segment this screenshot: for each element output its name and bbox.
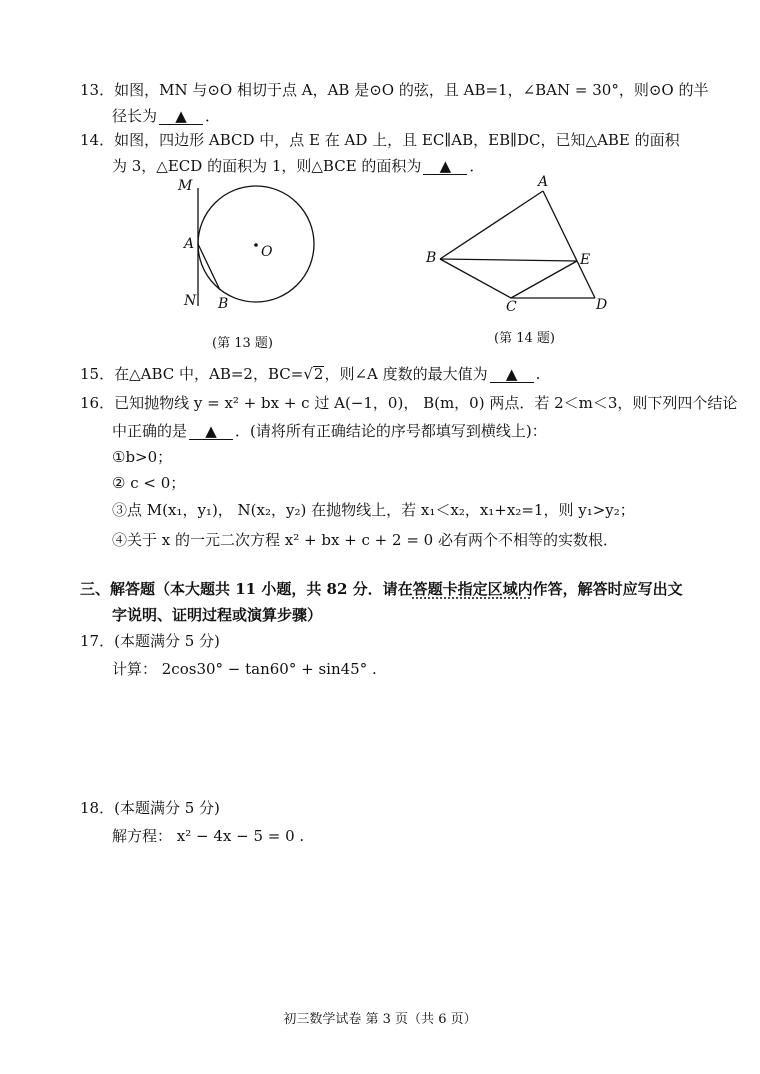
q16-line1 bbox=[80, 393, 737, 413]
section3-heading-line1 bbox=[80, 579, 683, 599]
q16-text-line1: 已知抛物线 y = x² + bx + c 过 A(−1，0)， B(m，0) 两点．若 2＜m＜3，则下列四个结论 bbox=[114, 394, 738, 412]
q13-line2 bbox=[112, 106, 220, 126]
q16-option-1: ①b>0； bbox=[112, 448, 173, 466]
chord-ab bbox=[198, 244, 220, 290]
q18-header: (本题满分 5 分) bbox=[114, 799, 220, 817]
segment-ce bbox=[511, 261, 577, 298]
fig13-label-b: B bbox=[218, 296, 229, 312]
page-footer: 初三数学试卷 第 3 页（共 6 页） bbox=[283, 1012, 477, 1027]
segment-be bbox=[440, 259, 577, 261]
q18-body: 解方程： x² − 4x − 5 = 0 . bbox=[112, 827, 305, 845]
fig14-label-c: C bbox=[506, 299, 517, 315]
q14-answer-blank: ▲ bbox=[423, 158, 467, 175]
q13-answer-blank: ▲ bbox=[159, 108, 203, 125]
q14-text-line2-pre: 为 3，△ECD 的面积为 1，则△BCE 的面积为 bbox=[112, 157, 422, 175]
q14-line1 bbox=[80, 130, 680, 150]
q13-text-line1: 如图，MN 与⊙O 相切于点 A，AB 是⊙O 的弦，且 AB=1，∠BAN = 30°，则⊙O 的半 bbox=[114, 81, 709, 99]
q14-line2 bbox=[112, 156, 484, 176]
fig14-label-b: B bbox=[426, 250, 437, 266]
segment-ad bbox=[543, 191, 595, 298]
q15-number: 15． bbox=[80, 365, 115, 383]
q16-option-3: ③点 M(x₁，y₁)， N(x₂，y₂) 在抛物线上，若 x₁＜x₂，x₁+x₂=1，则 y₁>y₂； bbox=[112, 501, 635, 519]
fig13-label-m: M bbox=[178, 178, 193, 194]
fig13-caption: (第 13 题) bbox=[212, 336, 273, 351]
fig13-label-n: N bbox=[184, 293, 197, 309]
q16-option-4: ④关于 x 的一元二次方程 x² + bx + c + 2 = 0 必有两个不相等的实数根． bbox=[112, 531, 618, 549]
q13-text-line2-pre: 径长为 bbox=[112, 107, 158, 125]
q15-text-post: . bbox=[535, 365, 541, 383]
fig13-label-o: O bbox=[261, 244, 273, 260]
q15-line bbox=[80, 364, 540, 384]
section3-heading-line2: 字说明、证明过程或演算步骤） bbox=[112, 606, 323, 624]
q14-number: 14． bbox=[80, 131, 115, 149]
q17-header: (本题满分 5 分) bbox=[114, 632, 220, 650]
q14-text-line1: 如图，四边形 ABCD 中，点 E 在 AD 上，且 EC∥AB，EB∥DC，已知△ABE 的面积 bbox=[114, 131, 680, 149]
fig13-label-a: A bbox=[184, 236, 195, 252]
segment-ab bbox=[440, 191, 543, 259]
q15-text-mid: ，则∠A 度数的最大值为 bbox=[324, 365, 488, 383]
q16-answer-blank: ▲ bbox=[189, 423, 233, 440]
q13-line1 bbox=[80, 80, 708, 100]
q16-number: 16． bbox=[80, 394, 115, 412]
q14-text-line2-post: ． bbox=[469, 157, 485, 175]
center-point-o bbox=[254, 243, 258, 247]
segment-bc bbox=[440, 259, 511, 298]
q18-header-line bbox=[80, 798, 220, 818]
q17-header-line bbox=[80, 631, 220, 651]
fig14-label-a: A bbox=[538, 174, 549, 190]
q15-sqrt-radicand: 2 bbox=[313, 365, 324, 383]
q15-text-pre: 在△ABC 中，AB=2，BC= bbox=[114, 365, 304, 383]
fig14-label-d: D bbox=[596, 297, 608, 313]
q16-text-line2-post: ．(请将所有正确结论的序号都填写到横线上)： bbox=[235, 422, 547, 440]
q13-text-line2-post: ． bbox=[205, 107, 221, 125]
q15-answer-blank: ▲ bbox=[490, 366, 534, 383]
sqrt-symbol: √ bbox=[303, 365, 313, 383]
figure-14 bbox=[425, 175, 625, 315]
q16-option-2: ② c < 0； bbox=[112, 474, 186, 492]
q18-number: 18． bbox=[80, 799, 115, 817]
section3-emphasis: 答题卡指定区域内 bbox=[412, 580, 533, 598]
q17-number: 17． bbox=[80, 632, 115, 650]
section3-text-b: 作答，解答时应写出文 bbox=[532, 580, 683, 598]
fig14-label-e: E bbox=[580, 252, 591, 268]
q13-number: 13． bbox=[80, 81, 115, 99]
q17-body: 计算： 2cos30° − tan60° + sin45° . bbox=[112, 660, 377, 678]
fig14-caption: (第 14 题) bbox=[494, 331, 555, 346]
q16-line2 bbox=[112, 421, 547, 441]
section3-text-a: 三、解答题（本大题共 11 小题，共 82 分．请在 bbox=[80, 580, 413, 598]
q16-text-line2-pre: 中正确的是 bbox=[112, 422, 188, 440]
